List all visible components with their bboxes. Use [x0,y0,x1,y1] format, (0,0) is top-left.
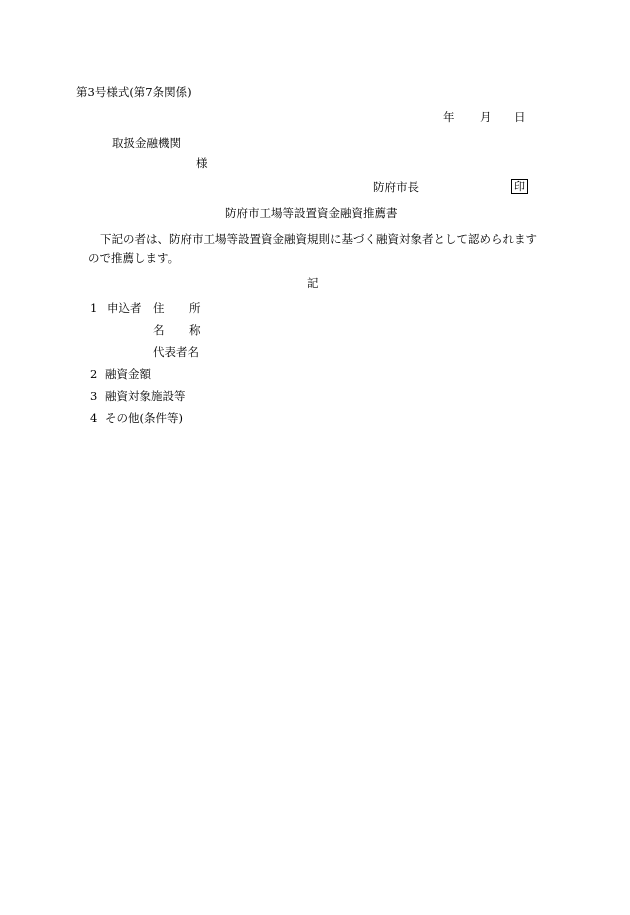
item-label: 融資対象施設等 [105,389,186,403]
item-label: その他(条件等) [105,411,183,425]
ki-heading: 記 [307,276,319,290]
date-year-label: 年 [443,110,455,124]
item-label: 融資金額 [105,367,151,381]
item-number: 2 [90,367,98,381]
field-representative-label: 代表者名 [153,345,199,359]
item-label-applicant: 申込者 [107,301,142,315]
body-text-line: 下記の者は、防府市工場等設置資金融資規則に基づく融資対象者として認められます [100,232,537,246]
item-number: 3 [90,389,98,403]
form-number: 第3号様式(第7条関係) [76,85,192,99]
date-day-label: 日 [514,110,526,124]
item-other-conditions [90,413,183,425]
item-number: 1 [90,301,98,315]
document-title: 防府市工場等設置資金融資推薦書 [225,206,398,220]
date-month-label: 月 [480,110,492,124]
seal-mark: 印 [511,179,528,194]
body-text-line: ので推薦します。 [88,251,180,265]
item-loan-amount [90,369,151,381]
field-name-label-char: 称 [189,323,201,337]
recipient-institution: 取扱金融機関 [112,136,181,150]
item-facility [90,391,186,403]
recipient-honorific: 様 [196,156,208,170]
sender-title: 防府市長 [373,180,419,194]
item-number: 4 [90,411,98,425]
field-address-label-char: 所 [189,301,201,315]
field-name-label-char: 名 [153,323,165,337]
field-address-label-char: 住 [153,301,165,315]
